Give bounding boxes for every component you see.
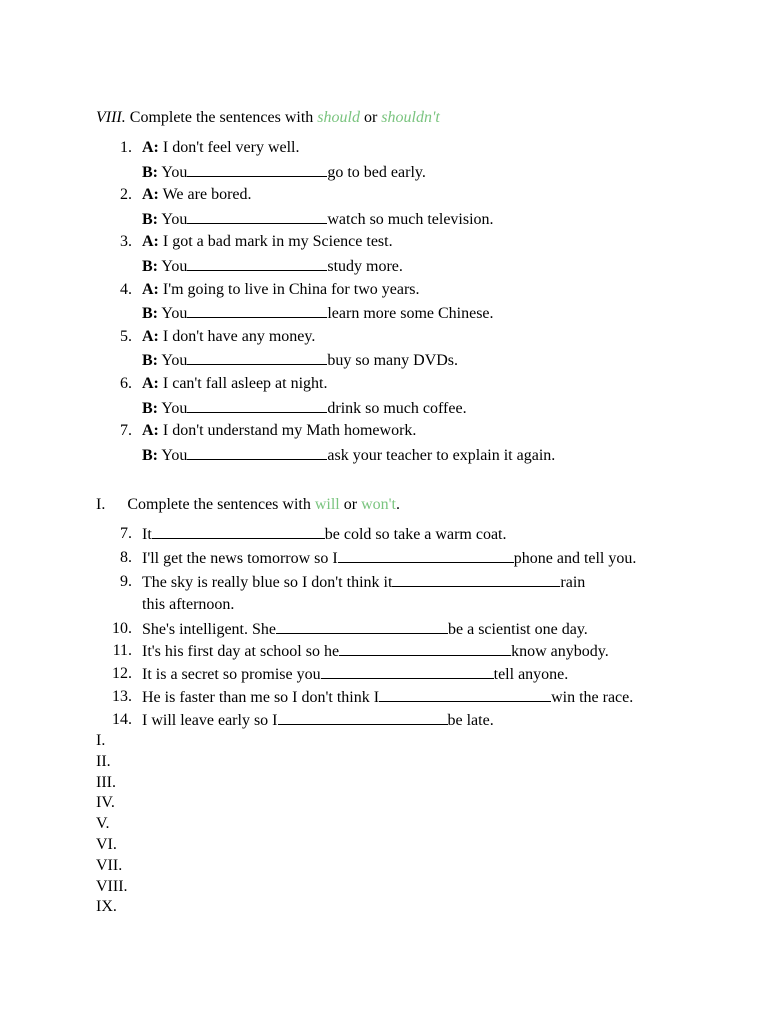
dialogue-line-b — [142, 350, 458, 371]
sentence-line — [142, 710, 494, 731]
sentence-line — [142, 572, 585, 593]
dialogue-line-b — [142, 209, 494, 230]
dialogue-line-b — [142, 162, 426, 183]
speaker-b-end: learn more some Chinese. — [327, 305, 494, 323]
speaker-b-start: You — [161, 163, 188, 181]
item-number: 10. — [112, 620, 132, 637]
answer-blank[interactable] — [321, 664, 494, 679]
item-number: 7. — [120, 422, 132, 440]
answer-blank[interactable] — [187, 445, 327, 460]
roman-numeral-item: VIII. — [96, 877, 128, 895]
speaker-a-text: I can't fall asleep at night. — [162, 375, 328, 392]
sentence-line — [142, 664, 568, 685]
speaker-a-label: A: — [142, 327, 159, 345]
section-i-heading — [96, 495, 400, 515]
item-number: 3. — [120, 233, 132, 251]
dialogue-line-a — [142, 232, 393, 252]
answer-blank[interactable] — [392, 572, 560, 587]
answer-blank[interactable] — [187, 162, 327, 177]
speaker-b-end: go to bed early. — [327, 163, 426, 181]
dialogue-line-b — [142, 445, 555, 466]
speaker-a-label: A: — [142, 375, 159, 392]
speaker-b-start: You — [161, 210, 188, 228]
speaker-a-text: I don't understand my Math homework. — [162, 422, 417, 440]
dialogue-line-a — [142, 185, 252, 205]
item-number: 14. — [112, 711, 132, 728]
sentence-start: The sky is really blue so I don't think it — [142, 574, 393, 591]
speaker-b-end: study more. — [327, 257, 403, 275]
answer-blank[interactable] — [276, 619, 448, 634]
dialogue-line-a — [142, 327, 315, 347]
answer-blank[interactable] — [187, 303, 327, 318]
item-number: 12. — [112, 665, 132, 682]
speaker-b-end: buy so many DVDs. — [327, 352, 459, 370]
speaker-b-label: B: — [142, 210, 158, 228]
speaker-b-label: B: — [142, 399, 158, 417]
sentence-end: know anybody. — [511, 643, 609, 660]
speaker-b-label: B: — [142, 163, 158, 181]
item-number: 2. — [120, 186, 132, 204]
speaker-a-text: We are bored. — [162, 186, 252, 204]
word-wont: won't — [361, 496, 396, 513]
speaker-a-text: I got a bad mark in my Science test. — [162, 233, 393, 251]
word-shouldnt: shouldn't — [381, 109, 440, 126]
sentence-start: She's intelligent. She — [142, 621, 276, 638]
sentence-continuation: this afternoon. — [142, 596, 235, 613]
speaker-b-start: You — [161, 399, 188, 417]
speaker-b-start: You — [161, 446, 188, 464]
sentence-line — [142, 548, 636, 569]
speaker-a-text: I'm going to live in China for two years. — [162, 280, 420, 298]
section-i-instruction: Complete the sentences with — [127, 496, 311, 513]
dialogue-line-a — [142, 421, 416, 441]
answer-blank[interactable] — [152, 524, 325, 539]
item-number: 9. — [120, 573, 132, 590]
answer-blank[interactable] — [278, 710, 448, 725]
speaker-a-label: A: — [142, 233, 159, 251]
sentence-end: be cold so take a warm coat. — [324, 526, 507, 543]
word-should: should — [317, 109, 360, 126]
sentence-end: tell anyone. — [493, 666, 569, 683]
item-number: 6. — [120, 375, 132, 392]
roman-numeral-item: I. — [96, 732, 106, 749]
speaker-b-end: ask your teacher to explain it again. — [327, 446, 556, 464]
speaker-b-label: B: — [142, 305, 158, 323]
speaker-a-label: A: — [142, 186, 159, 204]
speaker-b-start: You — [161, 257, 188, 275]
sentence-start: I will leave early so I — [142, 712, 278, 729]
sentence-start: It is a secret so promise you — [142, 666, 321, 683]
roman-numeral-item: II. — [96, 752, 111, 770]
speaker-b-label: B: — [142, 352, 158, 370]
item-number: 4. — [120, 280, 132, 298]
heading-period: . — [395, 496, 400, 513]
sentence-start: He is faster than me so I don't think I — [142, 689, 380, 706]
roman-numeral-item: VII. — [96, 856, 123, 874]
sentence-start: It's his first day at school so he — [142, 643, 340, 660]
sentence-line — [142, 641, 609, 662]
section-viii-instruction: Complete the sentences with — [129, 109, 314, 126]
roman-numeral-item: V. — [96, 815, 110, 833]
word-or: or — [363, 109, 378, 126]
section-i-label: I. — [96, 496, 106, 513]
roman-numeral-item: VI. — [96, 836, 117, 853]
sentence-end: be a scientist one day. — [447, 621, 588, 638]
speaker-a-text: I don't have any money. — [162, 327, 316, 345]
item-number: 7. — [120, 525, 132, 542]
section-viii-label: VIII. — [96, 109, 126, 126]
word-or: or — [343, 496, 358, 513]
item-number: 8. — [120, 549, 132, 566]
section-viii-heading — [96, 108, 440, 128]
speaker-b-start: You — [161, 352, 188, 370]
answer-blank[interactable] — [338, 548, 514, 563]
roman-numeral-item: IX. — [96, 898, 117, 916]
speaker-a-text: I don't feel very well. — [162, 139, 300, 156]
sentence-line — [142, 687, 633, 708]
item-number: 5. — [120, 327, 132, 345]
dialogue-line-a — [142, 138, 300, 158]
dialogue-line-b — [142, 398, 467, 419]
answer-blank[interactable] — [187, 209, 327, 224]
dialogue-line-b — [142, 303, 494, 324]
word-will: will — [314, 496, 340, 513]
dialogue-line-a — [142, 280, 420, 300]
dialogue-line-a — [142, 374, 327, 394]
answer-blank[interactable] — [187, 398, 327, 413]
speaker-b-end: drink so much coffee. — [327, 399, 467, 417]
answer-blank[interactable] — [339, 641, 511, 656]
item-number: 1. — [120, 139, 132, 156]
sentence-end: rain — [560, 574, 586, 591]
speaker-b-label: B: — [142, 257, 158, 275]
dialogue-line-b — [142, 256, 403, 277]
sentence-end: win the race. — [551, 689, 634, 706]
speaker-a-label: A: — [142, 139, 159, 156]
item-number: 13. — [112, 688, 132, 705]
sentence-end: be late. — [447, 712, 494, 729]
speaker-a-label: A: — [142, 422, 159, 440]
roman-numeral-item: IV. — [96, 794, 115, 812]
speaker-b-end: watch so much television. — [327, 210, 494, 228]
sentence-line — [142, 619, 588, 640]
sentence-start: It — [142, 526, 152, 543]
sentence-start: I'll get the news tomorrow so I — [142, 550, 338, 567]
speaker-b-label: B: — [142, 446, 158, 464]
speaker-b-start: You — [161, 305, 188, 323]
sentence-line — [142, 524, 506, 545]
roman-numeral-item: III. — [96, 773, 116, 791]
item-number: 11. — [112, 642, 132, 659]
sentence-end: phone and tell you. — [513, 550, 637, 567]
answer-blank[interactable] — [187, 350, 327, 365]
speaker-a-label: A: — [142, 280, 159, 298]
answer-blank[interactable] — [187, 256, 327, 271]
answer-blank[interactable] — [379, 687, 551, 702]
